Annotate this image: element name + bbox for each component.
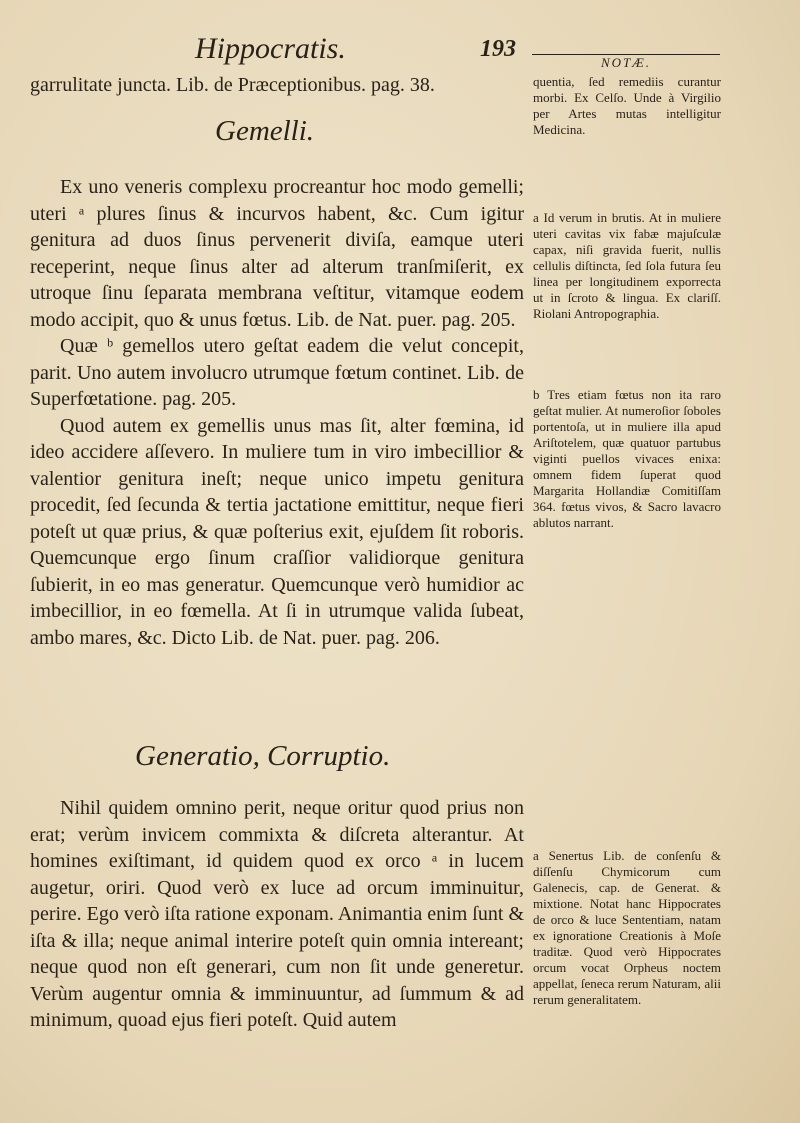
paragraph: Ex uno veneris complexu procreantur hoc modo gemelli; uteri ᵃ plures ſinus & incurvos habent, &c. Cum igitur genitura ad duos ſinus pervenerit diviſa, eamque uteri receperint, neque ſinus alter ad alterum tranſmiſerit, ex utroque ſinu ſeparata membrana veſtitur, vitamque eodem modo accipit, quo & unus fœtus. Lib. de Nat. puer. pag. 205. [30, 176, 524, 331]
page-number: 193 [480, 36, 516, 62]
note-b [533, 387, 721, 531]
note-text: a Id verum in brutis. At in muliere uteri cavitas vix fabæ majuſculæ capax, niſi gravida fuerit, nullis cellulis diſtincta, ſed ſola futura ſeu linea per longitudinem exporrecta ut in ſcroto & lingua. Ex clariſſ. Riolani Antropographia. [533, 210, 721, 321]
notes-heading: NOTÆ. [532, 54, 720, 71]
note-c [533, 848, 721, 1008]
section-heading-gemelli: Gemelli. [215, 115, 315, 147]
gemelli-body [30, 174, 524, 651]
note-text: b Tres etiam fœtus non ita raro geſtat mulier. At numeroſior ſoboles portentoſa, ut in muliere illa apud Ariſtotelem, quæ quatuor partubus viginti puellos vivaces enixa: omnem fidem ſuperat quod Margarita Hollandiæ Comitiſſam 364. fœtus vivos, & Sacro lavacro ablutos narrant. [533, 387, 721, 530]
running-title: Hippocratis. [195, 32, 346, 65]
paragraph: Quæ ᵇ gemellos utero geſtat eadem die velut concepit, parit. Uno autem involucro utrumque fœtum continet. Lib. de Superfœtatione. pag. 205. [30, 335, 524, 410]
note-continued [533, 74, 721, 138]
note-a [533, 210, 721, 322]
generatio-body [30, 795, 524, 1034]
note-text: a Senertus Lib. de conſenſu & diſſenſu Chymicorum cum Galenecis, cap. de Generat. & mixtione. Notat hanc Hippocrates de orco & luce Sententiam, natam ex ignoratione Creationis à Moſe traditæ. Quod verò Hippocrates orcum vocat Orpheus noctem appellat, ſeneca rerum Naturam, alii rerum generalitatem. [533, 848, 721, 1007]
running-header [195, 32, 550, 72]
continuation-text: garrulitate juncta. Lib. de Præceptionibus. pag. 38. [30, 74, 435, 96]
note-text: quentia, ſed remediis curantur morbi. Ex Celſo. Unde à Virgilio per Artes mutas intelligitur Medicina. [533, 74, 721, 137]
continuation-line [30, 72, 524, 99]
section-heading-generatio: Generatio, Corruptio. [135, 740, 391, 772]
paragraph: Nihil quidem omnino perit, neque oritur quod prius non erat; verùm invicem commixta & diſcreta alterantur. At homines exiſtimant, id quidem quod ex orco ᵃ in lucem augetur, oriri. Quod verò ex luce ad orcum imminuitur, perire. Ego verò iſta ratione exponam. Animantia enim ſunt & iſta & illa; neque animal interire poteſt quin omnia intereant; neque quod non eſt generari, cum non ſit unde generetur. Verùm augentur omnia & imminuuntur, ad ſummum & ad minimum, quoad ejus fieri poteſt. Quid autem [30, 797, 524, 1031]
paragraph: Quod autem ex gemellis unus mas ſit, alter fœmina, id ideo accidere aſſevero. In muliere tum in viro imbecillior & valentior genitura ineſt; neque unico impetu genitura procedit, ſed ſecunda & tertia jactatione emittitur, neque fieri poteſt ut quæ prius, & quæ poſterius exit, ejuſdem ſit roboris. Quemcunque ergo ſinum craſſior validiorque genitura ſubierit, in eo mas generatur. Quemcunque verò humidior ac imbecillior, in eo fœmella. At ſi in utrumque valida ſubeat, ambo mares, &c. Dicto Lib. de Nat. puer. pag. 206. [30, 414, 524, 649]
